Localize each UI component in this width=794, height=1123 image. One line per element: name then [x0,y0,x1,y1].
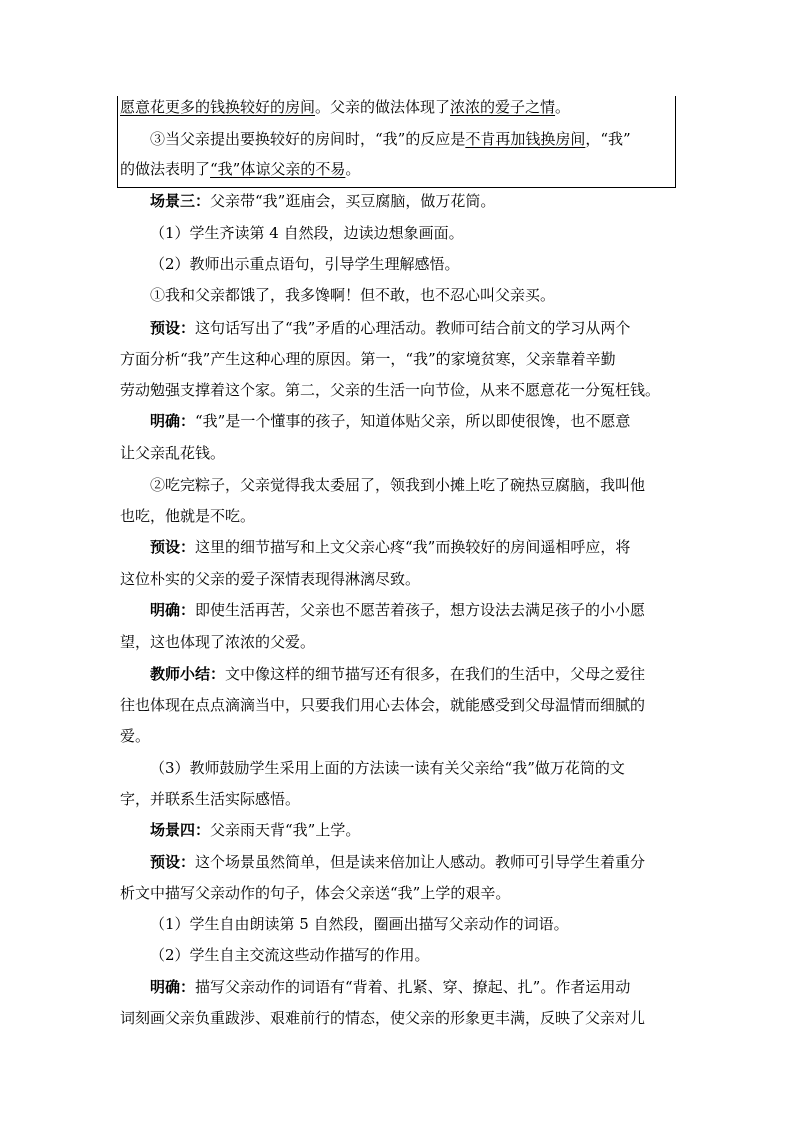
yushe-2: 预设：这里的细节描写和上文父亲心疼“我”而换较好的房间遥相呼应，将 [150,538,631,556]
box-line-3: 的做法表明了“我”体谅父亲的不易。 [120,160,361,178]
teacher-summary: 教师小结：文中像这样的细节描写还有很多，在我们的生活中，父母之爱往 [150,665,646,683]
yushe-1: 预设：这句话写出了“我”矛盾的心理活动。教师可结合前文的学习从两个 [150,319,631,337]
quote-1: ①我和父亲都饿了，我多馋啊！但不敢，也不忍心叫父亲买。 [150,286,556,304]
underlined-answer: “我”体谅父亲的不易 [210,160,346,178]
mingque-3: 明确：描写父亲动作的词语有“背着、扎紧、穿、撩起、扎”。作者运用动 [150,978,631,996]
box-line-2: ③当父亲提出要换较好的房间时，“我”的反应是不肯再加钱换房间，“我” [150,130,631,148]
quote-2: ②吃完粽子，父亲觉得我太委屈了，领我到小摊上吃了碗热豆腐脑，我叫他 [150,476,646,494]
step-1: （1）学生齐读第 4 自然段，边读边想象画面。 [150,224,464,242]
step-2: （2）教师出示重点语句，引导学生理解感悟。 [150,255,460,273]
scene-4-heading: 场景四：父亲雨天背“我”上学。 [150,821,361,839]
scene-3-heading: 场景三：父亲带“我”逛庙会，买豆腐脑，做万花筒。 [150,192,496,210]
mingque-2: 明确：即使生活再苦，父亲也不愿苦着孩子，想方设法去满足孩子的小小愿 [150,601,646,619]
box-line-1: 愿意花更多的钱换较好的房间。父亲的做法体现了浓浓的爱子之情。 [120,98,571,116]
underlined-answer: 不肯再加钱换房间 [465,130,586,148]
underlined-answer: 浓浓的爱子之情 [450,98,556,116]
yushe-3: 预设：这个场景虽然简单，但是读来倍加让人感动。教师可引导学生着重分 [150,853,646,871]
step-4-2: （2）学生自主交流这些动作描写的作用。 [150,946,430,964]
underlined-answer: 愿意花更多的钱换较好的房间 [120,98,316,116]
step-3: （3）教师鼓励学生采用上面的方法读一读有关父亲给“我”做万花筒的文 [150,759,625,777]
step-4-1: （1）学生自由朗读第 5 自然段，圈画出描写父亲动作的词语。 [150,915,569,933]
document-page: 愿意花更多的钱换较好的房间。父亲的做法体现了浓浓的爱子之情。 ③当父亲提出要换较好的房间时，“我”的反应是不肯再加钱换房间，“我” 的做法表明了“我”体谅父亲的不易。 场景三：父亲带“我”逛庙会，买豆腐脑，做万花筒。 （1）学生齐读第 4 自然段，边读边想象画面。 （2）教师出示重点语句，引导学生理解感悟。 ①我和父亲都饿了，我多馋啊！但不敢，也不忍心叫父亲买。 预设：这句话写出了“我”矛盾的心理活动。教师可结合前文的学习从两个 方面分析“我”产生这种心理的原因。第一，“我”的家境贫寒，父亲靠着辛勤 劳动勉强支撑着这个家。第二，父亲的生活一向节俭，从来不愿意花一分冤枉钱。 明确：“我”是一个懂事的孩子，知道体贴父亲，所以即使很馋，也不愿意 让父亲乱花钱。 ②吃完粽子，父亲觉得我太委屈了，领我到小摊上吃了碗热豆腐脑，我叫他 也吃，他就是不吃。 预设：这里的细节描写和上文父亲心疼“我”而换较好的房间遥相呼应，将 这位朴实的父亲的爱子深情表现得淋漓尽致。 明确：即使生活再苦，父亲也不愿苦着孩子，想方设法去满足孩子的小小愿 望，这也体现了浓浓的父爱。 教师小结：文中像这样的细节描写还有很多，在我们的生活中，父母之爱往 往也体现在点点滴滴当中，只要我们用心去体会，就能感受到父母温情而细腻的 爱。 （3）教师鼓励学生采用上面的方法读一读有关父亲给“我”做万花筒的文 字，并联系生活实际感悟。 场景四：父亲雨天背“我”上学。 预设：这个场景虽然简单，但是读来倍加让人感动。教师可引导学生着重分 析文中描写父亲动作的句子，体会父亲送“我”上学的艰辛。 （1）学生自由朗读第 5 自然段，圈画出描写父亲动作的词语。 （2）学生自主交流这些动作描写的作用。 明确：描写父亲动作的词语有“背着、扎紧、穿、撩起、扎”。作者运用动 词刻画父亲负重跋涉、艰难前行的情态，使父亲的形象更丰满，反映了父亲对儿 [0,0,794,1123]
mingque-1: 明确：“我”是一个懂事的孩子，知道体贴父亲，所以即使很馋，也不愿意 [150,412,631,430]
